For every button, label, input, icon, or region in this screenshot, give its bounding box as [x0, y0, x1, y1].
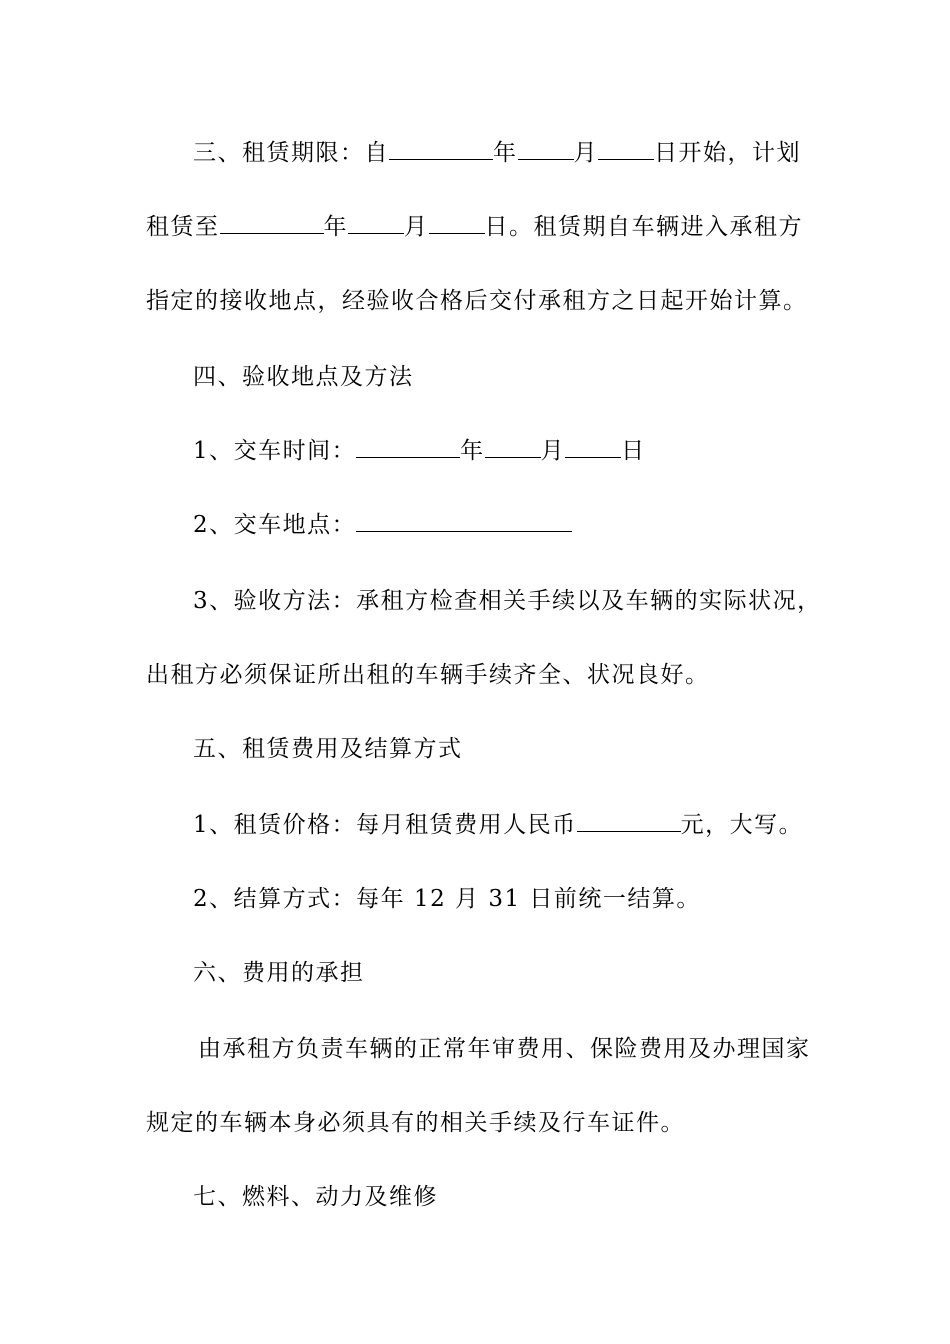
settlement-method-line: 2、结算方式：每年 12 月 31 日前统一结算。 — [193, 886, 701, 912]
delivery-year-blank — [356, 437, 460, 458]
lease-term-line-3: 指定的接收地点，经验收合格后交付承租方之日起开始计算。 — [146, 288, 808, 314]
delivery-time-line — [193, 436, 863, 466]
section-4-heading: 四、验收地点及方法 — [193, 364, 414, 390]
delivery-place-blank — [356, 511, 572, 532]
year-label: 年 — [460, 438, 485, 464]
section-6-heading: 六、费用的承担 — [193, 960, 365, 986]
cost-bearing-line-1: 由承租方负责车辆的正常年审费用、保险费用及办理国家 — [198, 1036, 811, 1062]
delivery-place-label: 2、交车地点： — [193, 512, 357, 538]
inspection-method-line-1: 3、验收方法：承租方检查相关手续以及车辆的实际状况， — [193, 588, 822, 614]
month-label: 月 — [573, 140, 598, 166]
rental-price-label: 1、租赁价格：每月租赁费用人民币 — [193, 812, 577, 838]
year-label: 年 — [323, 214, 348, 240]
delivery-day-blank — [565, 437, 621, 458]
section-5-heading: 五、租赁费用及结算方式 — [193, 736, 463, 762]
start-day-blank — [598, 139, 654, 160]
cost-bearing-line-2: 规定的车辆本身必须具有的相关手续及行车证件。 — [146, 1110, 685, 1136]
delivery-month-blank — [485, 437, 541, 458]
delivery-place-line — [193, 510, 863, 540]
month-label: 月 — [540, 438, 566, 464]
inspection-method-line-2: 出租方必须保证所出租的车辆手续齐全、状况良好。 — [146, 662, 710, 688]
start-month-blank — [518, 139, 574, 160]
lease-term-label: 三、租赁期限：自 — [193, 140, 389, 166]
year-label: 年 — [493, 140, 518, 166]
end-month-blank — [348, 213, 404, 234]
month-label: 月 — [404, 214, 429, 240]
end-year-blank — [220, 213, 324, 234]
section-7-heading: 七、燃料、动力及维修 — [193, 1184, 438, 1210]
rental-price-blank — [577, 811, 681, 832]
lease-term-line-2 — [146, 212, 816, 242]
day-label: 日 — [621, 438, 646, 464]
rental-price-suffix: 元，大写。 — [680, 812, 804, 838]
lease-term-line-1 — [193, 138, 863, 168]
end-day-suffix: 日。租赁期自车辆进入承租方 — [484, 214, 803, 240]
end-day-blank — [429, 213, 485, 234]
start-day-suffix: 日开始，计划 — [654, 140, 801, 166]
rental-price-line — [193, 810, 863, 840]
start-year-blank — [389, 139, 493, 160]
delivery-time-label: 1、交车时间： — [193, 438, 357, 464]
lease-until-label: 租赁至 — [146, 214, 220, 240]
